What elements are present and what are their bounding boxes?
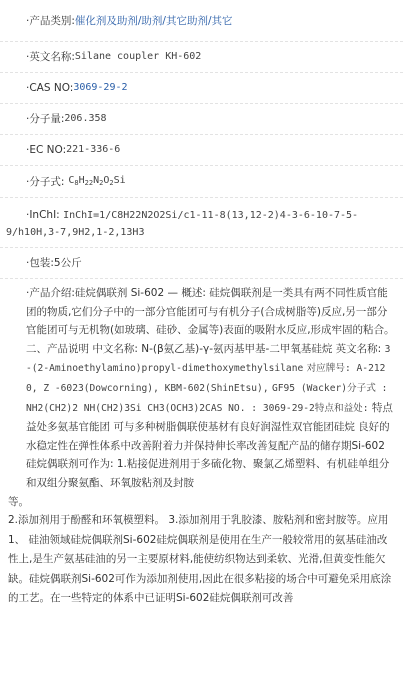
row-inchi [0,198,403,248]
inchi-line2: 9/h10H,3-7,9H2,1-2,13H3 [6,227,145,238]
cas-link[interactable]: 3069-29-2 [73,82,128,93]
row-cas [0,73,403,104]
row-ec [0,135,403,166]
english-name-label: ·英文名称: [26,51,75,63]
ec-label: ·EC NO: [26,144,67,156]
cas-label: ·CAS NO: [26,82,74,94]
formula-label: ·分子式: [26,175,65,188]
intro-paragraph-end: 等。 [8,495,29,508]
intro-features: 特点 益处多氨基官能团 可与多种树脂偶联使基材有良好润湿性双官能团硅烷 良好的水稳定性在弹性体系中改善附着力并保持伸长率改善复配产品的储存期Si-602硅烷偶联剂可作为: 1.粘接促进剂用于多硫化物、聚氯乙烯塑料、有机硅单组分和双组分聚氨酯、环氧胺粘剂及封胺 [26,401,393,489]
molecular-weight-label: ·分子量: [26,113,65,125]
english-name-value: Silane coupler KH-602 [74,51,202,62]
package-label: ·包装: [26,257,54,269]
inchi-line1: InChI=1/C8H22N2O2Si/c1-11-8(13,12-2)4-3-6-10-7-5- [63,210,359,221]
category-link[interactable]: 催化剂及助剂/助剂/其它助剂/其它 [74,14,233,27]
package-value: 5公斤 [53,257,82,269]
intro-paragraph-2: 2.添加剂用于酚醛和环氧模塑料。 3.添加剂用于乳胶漆、胺粘剂和密封胺等。应用1、 硅油领域硅烷偶联剂Si-602硅烷偶联剂是使用在生产一般较常用的氨基硅油改性上,是生产氨基硅油的另一主要原材料,能使纺织物达到柔软、光滑,但黄变性能欠缺。硅烷偶联剂Si-602可作为添加剂使用,因此在很多粘接的场合中可避免采用底涂的工艺。在一些特定的体系中已证明Si-602硅烷偶联剂可改善 [8,514,392,605]
inchi-text [6,207,359,241]
intro-english-name: 3-(2-Aminoethylamino)propyl-dimethoxymethylsilane [26,343,391,375]
formula-value: $C_8H_{22}N_2O_2Si$ [68,174,126,187]
inchi-label: ·InChI: [26,209,60,221]
row-formula [0,166,403,198]
intro-paragraph-1a: 硅烷偶联剂 Si-602 — 概述: 硅烷偶联剂是一类具有两不同性质官能团的物质,它们分子中的一部分官能团可与有机分子(合成树脂等)反应,另一部分官能团可与无机物(如玻璃、硅砂、金属等)表面的吸附水反应,形成牢固的粘合。 二、产品说明 中文名称: N-(β氨乙基)-γ-氨丙基甲基-二甲氧基硅烷 英文名称: [26,287,395,355]
category-label: ·产品类别: [26,14,75,27]
intro-formula: GF95 (Wacker)分子式 : NH2(CH2)2 NH(CH2)3Si CH3(OCH3)2CAS NO. : 3069-29-2特点和益处: [26,382,388,414]
product-introduction [0,279,403,493]
intro-grades: 对应牌号: A-2120, Z -6023(Dowcorning), KBM-602(ShinEtsu), [26,363,386,394]
intro-label: ·产品介绍: [26,287,75,299]
row-package [0,248,403,279]
ec-value: 221-336-6 [66,144,121,155]
row-category [0,0,403,42]
row-molecular-weight [0,104,403,135]
row-english-name [0,42,403,73]
molecular-weight-value: 206.358 [64,113,107,124]
